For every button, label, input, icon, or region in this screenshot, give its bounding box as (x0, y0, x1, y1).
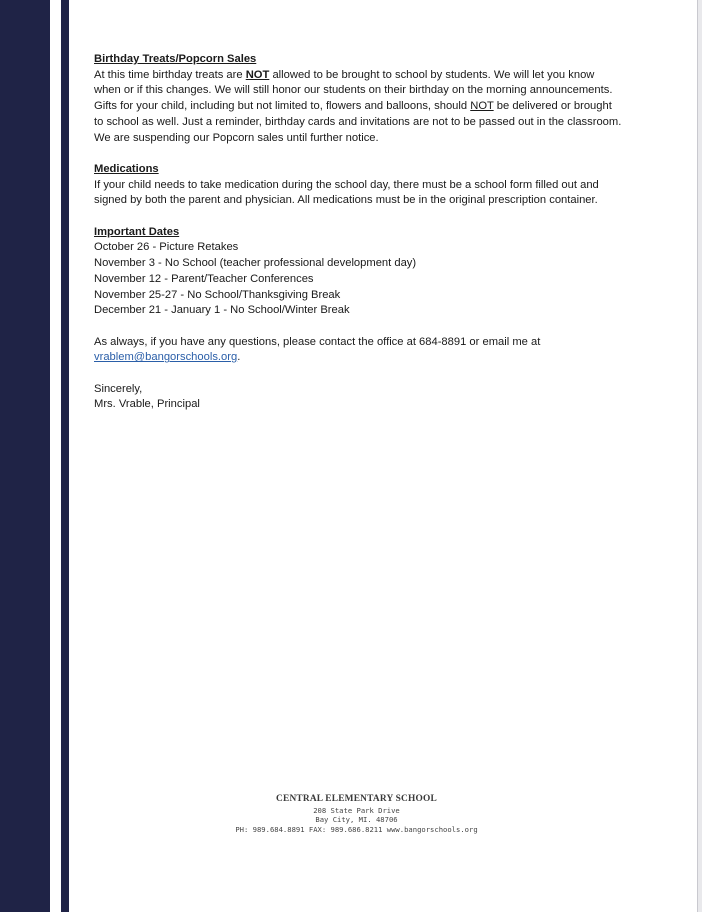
contact-period: . (237, 351, 241, 364)
contact-section (94, 335, 624, 366)
medications-paragraph: If your child needs to take medication during the school day, there must be a school form filled out and signed by both the parent and physician. All medications must be in the original prescription container. (94, 178, 599, 207)
emphasis-not-2: NOT (470, 100, 494, 113)
inner-decorative-band (61, 0, 69, 912)
school-contact-line: PH: 989.684.8891 FAX: 989.686.8211 www.bangorschools.org (235, 824, 478, 834)
dates-section (94, 225, 624, 319)
dates-heading: Important Dates (94, 225, 180, 238)
medications-heading: Medications (94, 162, 159, 175)
contact-paragraph (94, 335, 624, 366)
page-right-edge (697, 0, 702, 912)
date-item: December 21 - January 1 - No School/Winter Break (94, 304, 350, 317)
birthday-text-1: At this time birthday treats are (94, 68, 246, 81)
medications-section (94, 162, 624, 209)
date-item: November 3 - No School (teacher professional development day) (94, 257, 417, 270)
closing-section (94, 382, 624, 413)
birthday-text-2: allowed to be brought to school by students. We will let you know when or if this changes. We will still honor our students on their birthday on the morning announcements. Gifts for your child, including but not limited to, flowers and balloons, should (94, 68, 613, 113)
birthday-heading: Birthday Treats/Popcorn Sales (94, 53, 257, 65)
birthday-paragraph (94, 68, 624, 147)
school-city: Bay City, MI. 48706 (315, 815, 398, 825)
date-item: November 12 - Parent/Teacher Conferences (94, 272, 314, 285)
birthday-text-3: be delivered or brought to school as well. Just a reminder, birthday cards and invitations are not to be passed out in the classroom. We are suspending our Popcorn sales until further notice. (94, 100, 622, 144)
birthday-section (94, 52, 624, 146)
school-street: 208 State Park Drive (313, 806, 400, 815)
signature: Mrs. Vrable, Principal (94, 398, 200, 411)
contact-text: As always, if you have any questions, please contact the office at 684-8891 or email me at (94, 335, 541, 348)
school-name: CENTRAL ELEMENTARY SCHOOL (276, 794, 437, 804)
date-item: November 25-27 - No School/Thanksgiving Break (94, 288, 341, 301)
salutation: Sincerely, (94, 382, 143, 395)
band-gap (50, 0, 61, 912)
left-decorative-band (0, 0, 50, 912)
letter-body (94, 52, 624, 429)
school-footer (190, 793, 523, 834)
emphasis-not-1: NOT (245, 68, 270, 81)
email-link[interactable]: vrablem@bangorschools.org (94, 351, 238, 364)
date-item: October 26 - Picture Retakes (94, 241, 239, 254)
